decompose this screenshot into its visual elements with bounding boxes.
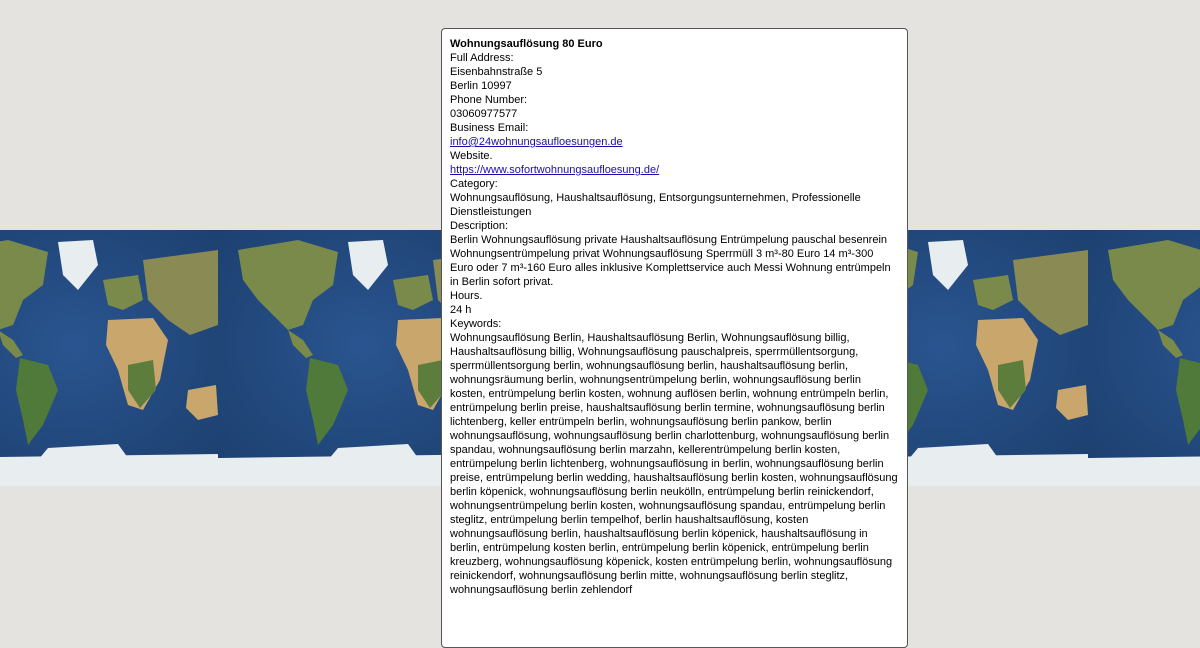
hours-label: Hours. — [450, 290, 483, 302]
business-title: Wohnungsauflösung 80 Euro — [450, 38, 603, 50]
category-text: Wohnungsauflösung, Haushaltsauflösung, Entsorgungsunternehmen, Professionelle Dienstleistungen — [450, 192, 861, 218]
street-address: Eisenbahnstraße 5 — [450, 66, 543, 78]
address-label: Full Address: — [450, 52, 514, 64]
keywords-text: Wohnungsauflösung Berlin, Haushaltsauflösung Berlin, Wohnungsauflösung billig, Haushaltsauflösung billig, Wohnungsauflösung pauschalpreis, sperrmüllentsorgung, sperrmüllentsorgung berlin, wohnungsauflösung berlin, haushaltsauflösung berlin, wohnungsräumung berlin, wohnungsentrümpelung berlin, wohnungsauflösung berlin kosten, entrümpelung berlin kosten, wohnung auflösen berlin, wohnung entrümpeln berlin, entrümpelung berlin preise, haushaltsauflösung berlin termine, wohnungsauflösung berlin lichtenberg, keller entrümpeln berlin, wohnungsauflösung berlin pankow, berlin wohnungsauflösung, wohnungsauflösung berlin charlottenburg, wohnungsauflösung berlin spandau, wohnungsauflösung berlin marzahn, kellerentrümpelung berlin kosten, entrümpelung berlin lichtenberg, wohnungsauflösung in berlin, wohnungsauflösung berlin preise, entrümpelung berlin wedding, haushaltsauflösung berlin kosten, wohnungsauflösung berlin köpenick, wohnungsauflösung berlin neukölln, entrümpelung berlin reinickendorf, wohnungsentrümpelung berlin kosten, wohnungsauflösung spandau, entrümpelung berlin steglitz, entrümpelung berlin tempelhof, berlin haushaltsauflösung, kosten wohnungsauflösung berlin, haushaltsauflösung berlin köpenick, haushaltsauflösung in berlin, entrümpelung kosten berlin, entrümpelung berlin köpenick, entrümpelung berlin kreuzberg, wohnungsauflösung köpenick, kosten entrümpelung berlin, wohnungsauflösung reinickendorf, wohnungsauflösung berlin mitte, wohnungsauflösung berlin steglitz, wohnungsauflösung berlin zehlendorf — [450, 332, 898, 596]
phone-number: 03060977577 — [450, 108, 518, 120]
website-label: Website. — [450, 150, 493, 162]
map-tile — [0, 230, 218, 486]
description-text: Berlin Wohnungsauflösung private Haushaltsauflösung Entrümpelung pauschal besenrein Wohnungsentrümpelung privat Wohnungsauflösung Sperrmüll 3 m³-80 Euro 14 m³-300 Euro oder 7 m³-160 Euro alles inklusive Komplettservice auch Messi Wohnung entrümpeln in Berlin sofort privat. — [450, 234, 891, 288]
business-info-window — [441, 28, 908, 648]
city-postcode: Berlin 10997 — [450, 80, 512, 92]
email-link[interactable]: info@24wohnungsaufloesungen.de — [450, 136, 623, 148]
description-label: Description: — [450, 220, 509, 232]
keywords-label: Keywords: — [450, 318, 502, 330]
hours-value: 24 h — [450, 304, 472, 316]
email-label: Business Email: — [450, 122, 529, 134]
phone-label: Phone Number: — [450, 94, 528, 106]
map-tile — [1088, 230, 1200, 486]
website-link[interactable]: https://www.sofortwohnungsaufloesung.de/ — [450, 164, 660, 176]
category-label: Category: — [450, 178, 498, 190]
